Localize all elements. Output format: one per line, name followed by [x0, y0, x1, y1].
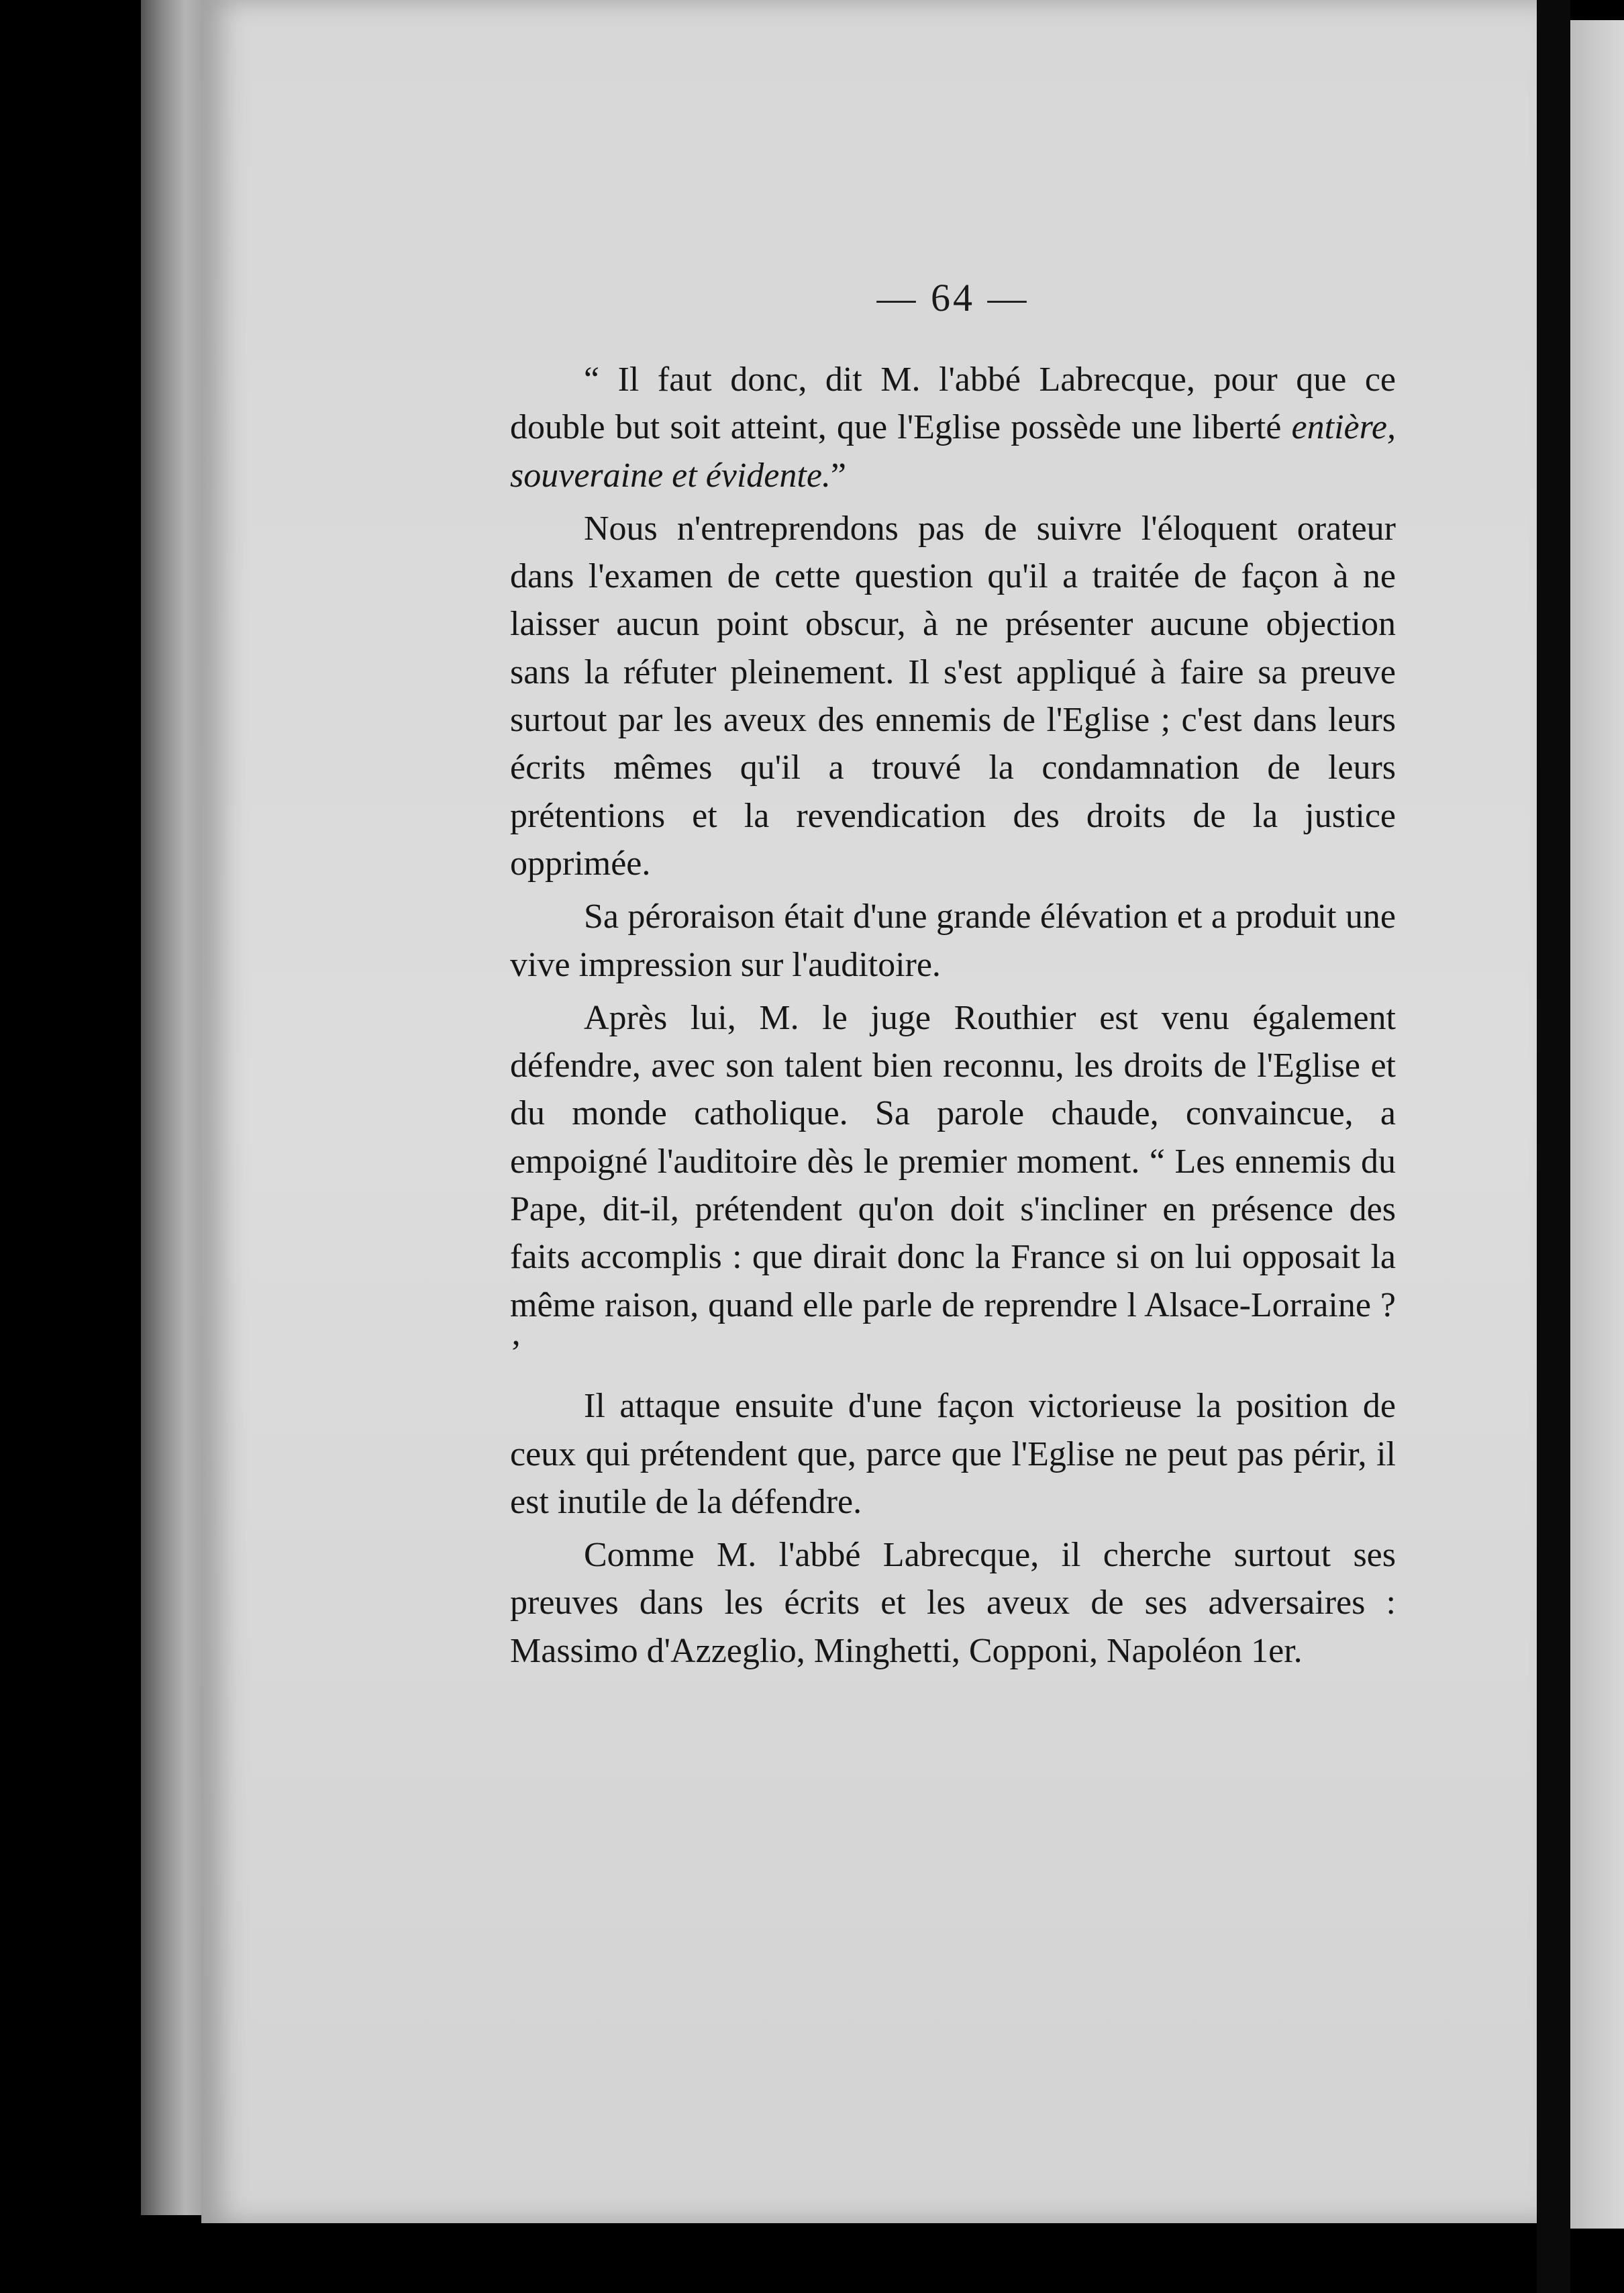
paragraph-1 — [510, 356, 1396, 499]
paragraph-1-emphasis: entière, souveraine et évidente. — [510, 408, 1396, 495]
paragraph-2: Nous n'entreprendons pas de suivre l'éloquent orateur dans l'examen de cette question qu'il a traitée de façon à ne laisser aucun point obscur, à ne présenter aucune objection sans la réfuter pleinement. Il s'est appliqué à faire sa preuve surtout par les aveux des ennemis de l'Eglise ; c'est dans leurs écrits mêmes qu'il a trouvé la condamnation de leurs prétentions et la revendication des droits de la justice opprimée. — [510, 509, 1396, 883]
paragraph-1-closing-quote: ” — [830, 456, 846, 495]
paragraph-3: Sa péroraison était d'une grande élévation et a produit une vive impression sur l'auditoire. — [510, 897, 1396, 984]
paragraph-6: Comme M. l'abbé Labrecque, il cherche surtout ses preuves dans les écrits et les aveux de ses adversaires : Massimo d'Azzeglio, Minghetti, Copponi, Napoléon 1er. — [510, 1536, 1396, 1670]
paragraph-5: Il attaque ensuite d'une façon victorieuse la position de ceux qui prétendent que, parce que l'Eglise ne peut pas périr, il est inutile de la défendre. — [510, 1387, 1396, 1521]
paragraph-1-text: “ Il faut donc, dit M. l'abbé Labrecque, pour que ce double but soit atteint, que l'Eglise possède une liberté — [510, 360, 1396, 447]
gutter-shadow — [1537, 0, 1570, 2293]
body-text — [510, 356, 1396, 1675]
facing-page-edge — [1570, 20, 1624, 2229]
page-number: — 64 — — [876, 276, 1029, 320]
paragraph-4: Après lui, M. le juge Routhier est venu également défendre, avec son talent bien reconnu, les droits de l'Eglise et du monde catholique. Sa parole chaude, convaincue, a empoigné l'auditoire dès le premier moment. “ Les ennemis du Pape, dit-il, prétendent qu'on doit s'incliner en présence des faits accomplis : que dirait donc la France si on lui opposait la même raison, quand elle parle de reprendre l Alsace-Lorraine ? ’ — [510, 998, 1396, 1372]
